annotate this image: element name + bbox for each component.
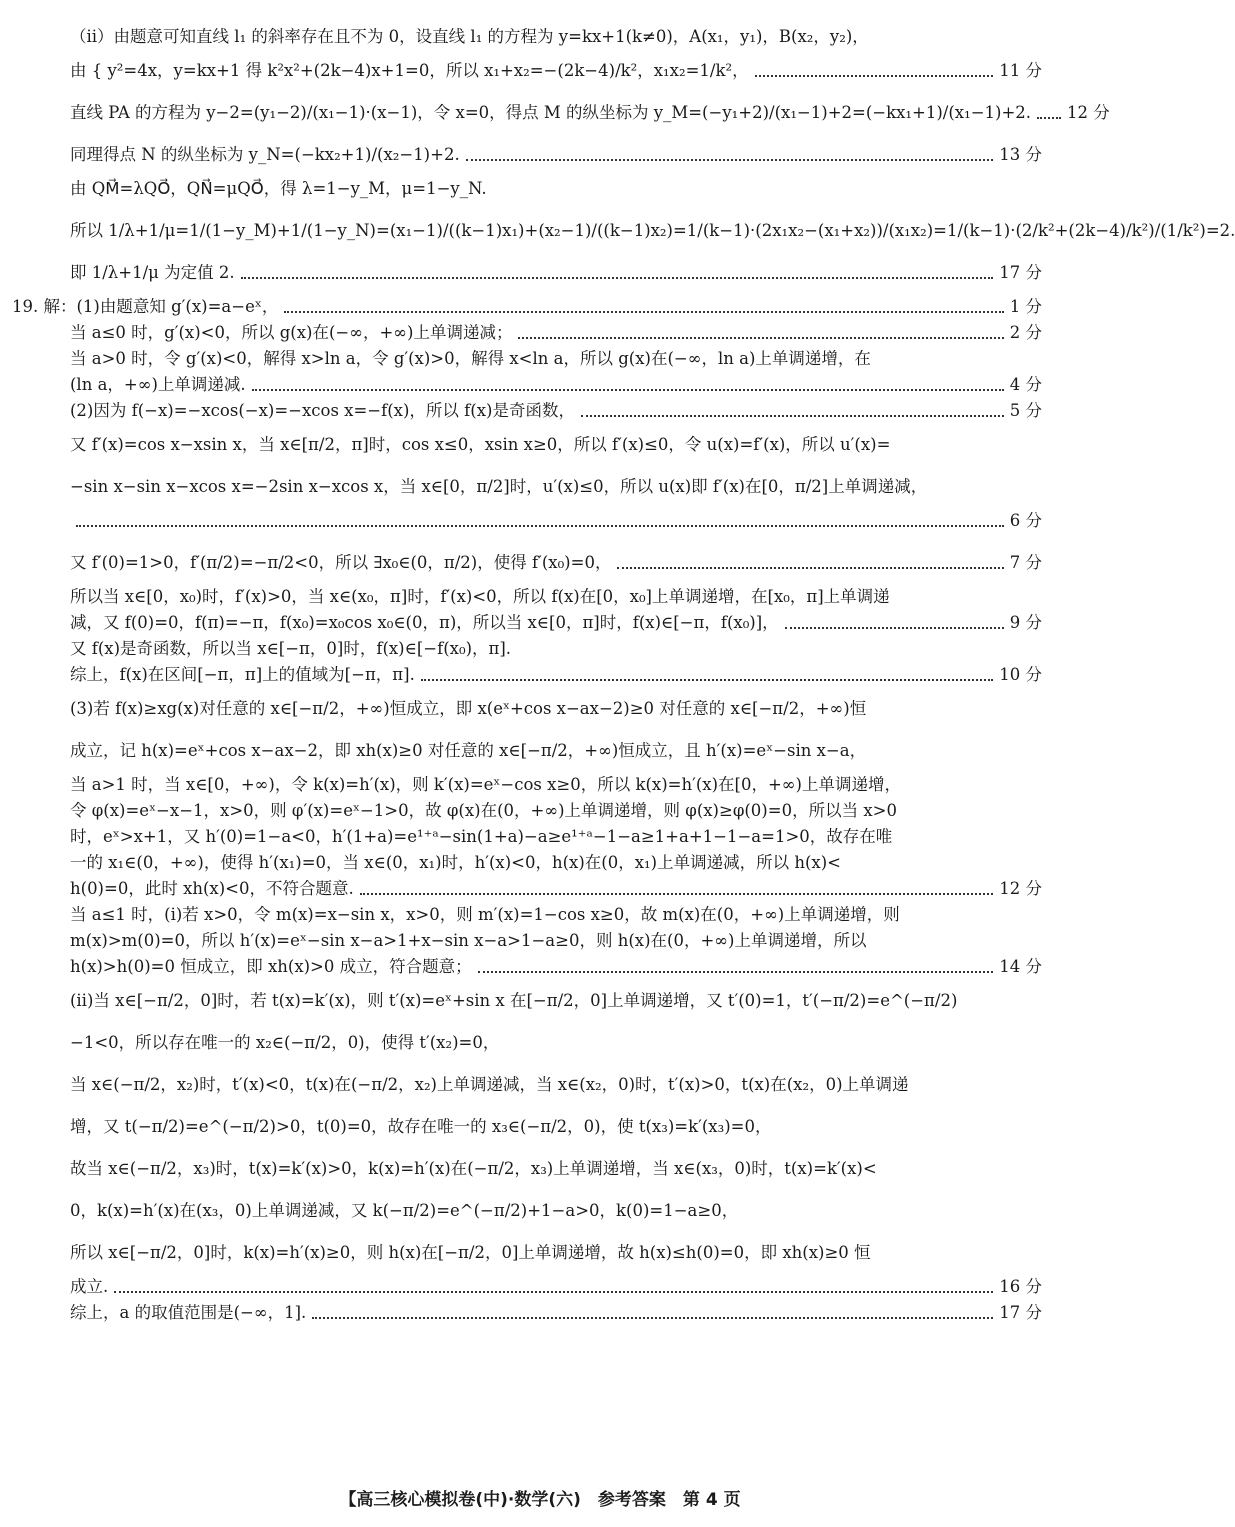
score-mark: 12 分 (999, 879, 1042, 898)
solution-line (70, 178, 1042, 200)
solution-text: −sin x−sin x−xcos x=−2sin x−xcos x，当 x∈[0，π/2]时，u′(x)≤0，所以 u(x)即 f′(x)在[0，π/2]上单调递减， (70, 477, 928, 496)
leader-dots (1037, 117, 1061, 119)
answer-page-body (12, 22, 1235, 1324)
leader-dots (518, 337, 1003, 339)
solution-text: (3)若 f(x)≥xg(x)对任意的 x∈[−π/2，+∞)恒成立，即 x(eˣ+cos x−ax−2)≥0 对任意的 x∈[−π/2，+∞)恒 (70, 699, 867, 718)
solution-text: 0，k(x)=h′(x)在(x₃，0)上单调递减，又 k(−π/2)=e^(−π/2)+1−a>0，k(0)=1−a≥0， (70, 1201, 739, 1220)
solution-text: 由 QM⃗=λQO⃗，QN⃗=μQO⃗，得 λ=1−y_M，μ=1−y_N. (70, 179, 487, 198)
score-mark: 13 分 (999, 145, 1042, 164)
score-mark: 16 分 (999, 1277, 1042, 1296)
solution-line (70, 144, 1042, 166)
solution-text: 所以当 x∈[0，x₀)时，f′(x)>0，当 x∈(x₀，π]时，f′(x)<0，所以 f(x)在[0，x₀]上单调递增，在[x₀，π]上单调递 (70, 587, 890, 606)
solution-text: 令 φ(x)=eˣ−x−1，x>0，则 φ′(x)=eˣ−1>0，故 φ(x)在(0，+∞)上单调递增，则 φ(x)≥φ(0)=0，所以当 x>0 (70, 801, 897, 820)
solution-line (70, 1074, 1042, 1096)
solution-text: 一的 x₁∈(0，+∞)，使得 h′(x₁)=0，当 x∈(0，x₁)时，h′(x)<0，h(x)在(0，x₁)上单调递减，所以 h(x)< (70, 853, 841, 872)
solution-line (70, 26, 1042, 48)
leader-dots (284, 311, 1003, 313)
solution-line (70, 1276, 1042, 1298)
solution-text: 时，eˣ>x+1，又 h′(0)=1−a<0，h′(1+a)=e¹⁺ᵃ−sin(1+a)−a≥e¹⁺ᵃ−1−a≥1+a+1−1−a=1>0，故存在唯 (70, 827, 893, 846)
solution-line (70, 262, 1042, 284)
leader-dots (312, 1317, 993, 1319)
solution-text: 故当 x∈(−π/2，x₃)时，t(x)=k′(x)>0，k(x)=h′(x)在(−π/2，x₃)上单调递增，当 x∈(x₃，0)时，t(x)=k′(x)< (70, 1159, 877, 1178)
solution-line (70, 852, 1042, 874)
score-mark: 5 分 (1009, 401, 1042, 420)
solution-text: 又 f′(x)=cos x−xsin x，当 x∈[π/2，π]时，cos x≤0，xsin x≥0，所以 f′(x)≤0，令 u(x)=f′(x)，所以 u′(x)= (70, 435, 891, 454)
solution-line (12, 296, 1042, 318)
solution-text: h(0)=0，此时 xh(x)<0，不符合题意. (70, 879, 354, 898)
solution-line (70, 586, 1042, 608)
solution-line (70, 374, 1042, 396)
solution-text: 直线 PA 的方程为 y−2=(y₁−2)/(x₁−1)·(x−1)，令 x=0，得点 M 的纵坐标为 y_M=(−y₁+2)/(x₁−1)+2=(−kx₁+1)/(x₁−1)+2. (70, 103, 1032, 122)
solution-text: 所以 x∈[−π/2，0]时，k(x)=h′(x)≥0，则 h(x)在[−π/2，0]上单调递增，故 h(x)≤h(0)=0，即 xh(x)≥0 恒 (70, 1243, 871, 1262)
score-mark: 14 分 (999, 957, 1042, 976)
leader-dots (252, 389, 1004, 391)
leader-dots (76, 525, 1004, 527)
score-mark: 7 分 (1009, 553, 1042, 572)
leader-dots (785, 627, 1004, 629)
score-mark: 4 分 (1009, 375, 1042, 394)
leader-dots (755, 75, 994, 77)
leader-dots (114, 1291, 993, 1293)
leader-dots (360, 893, 994, 895)
solution-text: 成立. (70, 1277, 109, 1296)
solution-text: 减，又 f(0)=0，f(π)=−π，f(x₀)=x₀cos x₀∈(0，π)，所以当 x∈[0，π]时，f(x)∈[−π，f(x₀)]， (70, 613, 779, 632)
solution-line (70, 1200, 1042, 1222)
solution-line (70, 434, 1042, 456)
solution-line (70, 664, 1042, 686)
page-footer: 【高三核心模拟卷(中)·数学(六) 参考答案 第 4 页 (339, 1490, 741, 1510)
leader-dots (617, 567, 1003, 569)
score-mark: 2 分 (1009, 323, 1042, 342)
solution-line (70, 904, 1042, 926)
solution-line (70, 990, 1042, 1012)
solution-text: −1<0，所以存在唯一的 x₂∈(−π/2，0)，使得 t′(x₂)=0， (70, 1033, 500, 1052)
solution-line (70, 638, 1042, 660)
solution-line (70, 1158, 1042, 1180)
solution-line (70, 956, 1042, 978)
solution-line (70, 1242, 1042, 1264)
solution-line (70, 60, 1042, 82)
solution-line (70, 400, 1042, 422)
solution-line (70, 740, 1042, 762)
solution-text: 即 1/λ+1/μ 为定值 2. (70, 263, 235, 282)
solution-line (70, 1032, 1042, 1054)
solution-line (70, 800, 1042, 822)
solution-text: 当 a≤1 时，(ⅰ)若 x>0，令 m(x)=x−sin x，x>0，则 m′(x)=1−cos x≥0，故 m(x)在(0，+∞)上单调递增，则 (70, 905, 900, 924)
solution-text: 所以 1/λ+1/μ=1/(1−y_M)+1/(1−y_N)=(x₁−1)/((k−1)x₁)+(x₂−1)/((k−1)x₂)=1/(k−1)·(2x₁x₂−(x₁+x₂))/(x₁x₂)=1/(k−1)·(2/k²+(2k−4)/k²)/(1/k²)=2. (70, 221, 1235, 240)
solution-line (70, 878, 1042, 900)
solution-text: 当 x∈(−π/2，x₂)时，t′(x)<0，t(x)在(−π/2，x₂)上单调递减，当 x∈(x₂，0)时，t′(x)>0，t(x)在(x₂，0)上单调递 (70, 1075, 909, 1094)
solution-text: 当 a>1 时，当 x∈[0，+∞)，令 k(x)=h′(x)，则 k′(x)=eˣ−cos x≥0，所以 k(x)=h′(x)在[0，+∞)上单调递增， (70, 775, 901, 794)
score-mark: 11 分 (999, 61, 1042, 80)
solution-line (70, 930, 1042, 952)
solution-line (70, 476, 1042, 498)
solution-line (70, 612, 1042, 634)
solution-line (70, 322, 1042, 344)
solution-line (70, 552, 1042, 574)
score-mark: 1 分 (1009, 297, 1042, 316)
solution-text: 同理得点 N 的纵坐标为 y_N=(−kx₂+1)/(x₂−1)+2. (70, 145, 460, 164)
score-mark: 6 分 (1009, 511, 1042, 530)
solution-text: 当 a>0 时，令 g′(x)<0，解得 x>ln a，令 g′(x)>0，解得 x<ln a，所以 g(x)在(−∞，ln a)上单调递增，在 (70, 349, 871, 368)
solution-line (70, 698, 1042, 720)
solution-line (70, 1116, 1042, 1138)
solution-line (70, 102, 1110, 124)
solution-text: （ⅱ）由题意可知直线 l₁ 的斜率存在且不为 0，设直线 l₁ 的方程为 y=kx+1(k≠0)，A(x₁，y₁)，B(x₂，y₂)， (70, 27, 869, 46)
solution-line (70, 510, 1042, 532)
solution-text: 又 f(x)是奇函数，所以当 x∈[−π，0]时，f(x)∈[−f(x₀)，π]. (70, 639, 512, 658)
solution-text: (ln a，+∞)上单调递减. (70, 375, 246, 394)
solution-text: 综上，f(x)在区间[−π，π]上的值域为[−π，π]. (70, 665, 415, 684)
solution-line (70, 348, 1042, 370)
score-mark: 17 分 (999, 1303, 1042, 1322)
solution-text: h(x)>h(0)=0 恒成立，即 xh(x)>0 成立，符合题意； (70, 957, 472, 976)
solution-text: 由 { y²=4x，y=kx+1 得 k²x²+(2k−4)x+1=0，所以 x₁+x₂=−(2k−4)/k²，x₁x₂=1/k²， (70, 61, 749, 80)
solution-text: 成立，记 h(x)=eˣ+cos x−ax−2，即 xh(x)≥0 对任意的 x∈[−π/2，+∞)恒成立，且 h′(x)=eˣ−sin x−a， (70, 741, 867, 760)
leader-dots (466, 159, 994, 161)
solution-text: (ⅱ)当 x∈[−π/2，0]时，若 t(x)=k′(x)，则 t′(x)=eˣ+sin x 在[−π/2，0]上单调递增，又 t′(0)=1，t′(−π/2)=e^(−π/2) (70, 991, 958, 1010)
score-mark: 17 分 (999, 263, 1042, 282)
leader-dots (421, 679, 993, 681)
solution-line (70, 220, 1235, 242)
solution-text: 综上，a 的取值范围是(−∞，1]. (70, 1303, 307, 1322)
leader-dots (241, 277, 994, 279)
score-mark: 12 分 (1067, 103, 1110, 122)
solution-line (70, 826, 1042, 848)
solution-text: (2)因为 f(−x)=−xcos(−x)=−xcos x=−f(x)，所以 f(x)是奇函数， (70, 401, 575, 420)
solution-text: m(x)>m(0)=0，所以 h′(x)=eˣ−sin x−a>1+x−sin x−a>1−a≥0，则 h(x)在(0，+∞)上单调递增，所以 (70, 931, 867, 950)
solution-text: 又 f′(0)=1>0，f′(π/2)=−π/2<0，所以 ∃x₀∈(0，π/2)，使得 f′(x₀)=0， (70, 553, 612, 572)
score-mark: 9 分 (1009, 613, 1042, 632)
leader-dots (478, 971, 994, 973)
solution-line (70, 1302, 1042, 1324)
solution-text: 19. 解：(1)由题意知 g′(x)=a−eˣ， (12, 297, 279, 316)
solution-line (70, 774, 1042, 796)
solution-text: 当 a≤0 时，g′(x)<0，所以 g(x)在(−∞，+∞)上单调递减； (70, 323, 513, 342)
solution-text: 增，又 t(−π/2)=e^(−π/2)>0，t(0)=0，故存在唯一的 x₃∈(−π/2，0)，使 t(x₃)=k′(x₃)=0， (70, 1117, 772, 1136)
leader-dots (581, 415, 1004, 417)
score-mark: 10 分 (999, 665, 1042, 684)
